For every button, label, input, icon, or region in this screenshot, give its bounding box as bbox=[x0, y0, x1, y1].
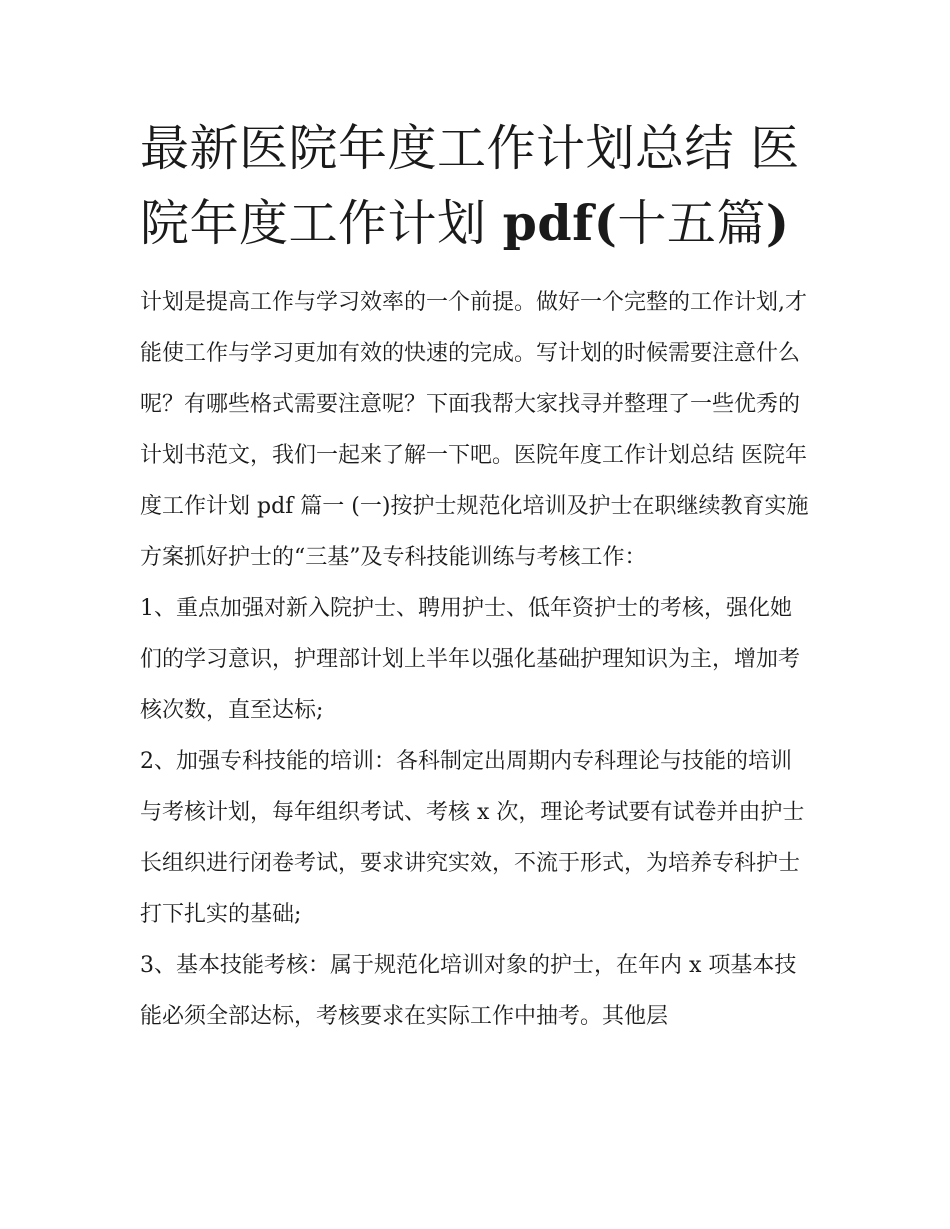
document-title bbox=[140, 112, 812, 261]
title-text-count: 十五篇 bbox=[617, 195, 766, 252]
list-item-2: 2、加强专科技能的培训：各科制定出周期内专科理论与技能的培训与考核计划，每年组织考试、考核 x 次，理论考试要有试卷并由护士长组织进行闭卷考试，要求讲究实效，不流于形式，为培养专科护士打下扎实的基础; bbox=[140, 749, 805, 927]
intro-paragraph: 计划是提高工作与学习效率的一个前提。做好一个完整的工作计划,才能使工作与学习更加有效的快速的完成。写计划的时候需要注意什么呢？有哪些格式需要注意呢？下面我帮大家找寻并整理了一些优秀的计划书范文，我们一起来了解一下吧。医院年度工作计划总结 医院年度工作计划 pdf 篇一 (一)按护士规范化培训及护士在职继续教育实施方案抓好护士的“三基”及专科技能训练与考核工作： bbox=[140, 290, 809, 570]
title-text-chinese: 最新医院年度工作计划总结 医院年度工作计划 bbox=[140, 120, 800, 252]
title-text-latin: pdf( bbox=[502, 194, 618, 252]
title-text-close: ) bbox=[765, 194, 790, 252]
list-item-1: 1、重点加强对新入院护士、聘用护士、低年资护士的考核，强化她们的学习意识，护理部计划上半年以强化基础护理知识为主，增加考核次数，直至达标; bbox=[140, 596, 801, 723]
document-page bbox=[140, 112, 812, 1042]
list-item-3: 3、基本技能考核：属于规范化培训对象的护士，在年内 x 项基本技能必须全部达标，考核要求在实际工作中抽考。其他层 bbox=[140, 953, 797, 1029]
